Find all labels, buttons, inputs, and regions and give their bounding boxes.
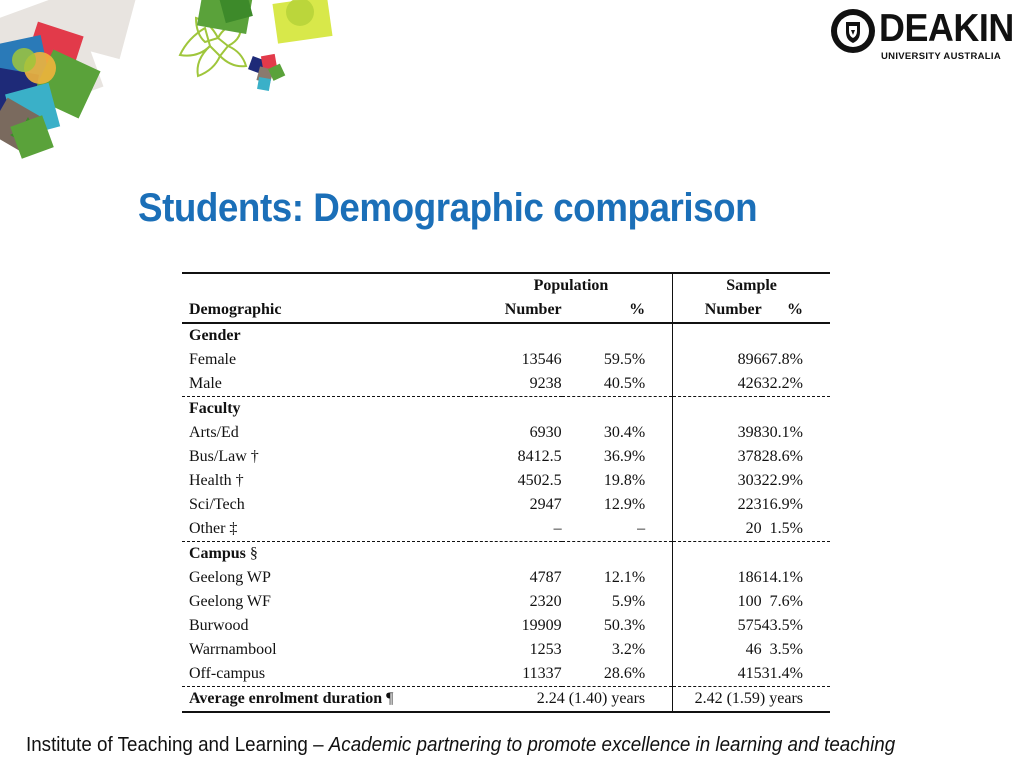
group-header-row [182,397,830,422]
table-row [182,590,830,614]
empty-cell [762,542,830,567]
pop-number-header: Number [470,298,562,323]
slide-footer [26,734,895,757]
sample-number: 575 [737,617,762,634]
row-label: Off-campus [189,665,266,682]
population-number: 2947 [529,496,562,513]
population-percent: 59.5% [562,348,673,372]
group-label [182,323,470,348]
group-header-row [182,542,830,567]
sample-header: Sample [673,273,830,298]
group-footnote-symbol: § [245,545,258,562]
logo-subtitle: UNIVERSITY AUSTRALIA [881,51,1002,62]
population-percent: 12.9% [562,493,673,517]
empty-cell [562,323,673,348]
sample-percent: 30.1% [761,424,803,441]
sample-number: 223 [737,496,762,513]
sample-percent: 16.9% [761,496,803,513]
group-label [182,397,470,422]
sample-number: 303 [737,472,762,489]
population-percent: 5.9% [562,590,673,614]
population-number: 4502.5 [517,472,562,489]
empty-cell [562,542,673,567]
logo-wordmark: DEAKIN [879,7,1014,50]
sample-number: 378 [737,448,762,465]
population-number: 11337 [522,665,562,682]
table-row [182,493,830,517]
sample-average-duration: 2.42 (1.59) years [673,687,830,713]
sample-percent: 32.2% [761,375,803,392]
sample-percent: 43.5% [761,617,803,634]
row-label: Other ‡ [189,520,238,537]
table-row [182,372,830,397]
row-label: Warrnambool [189,641,277,658]
average-duration-label [182,687,470,713]
row-label: Sci/Tech [189,496,245,513]
table-row [182,614,830,638]
population-number: 6930 [529,424,562,441]
average-duration-symbol: ¶ [382,690,394,707]
population-percent: 30.4% [562,421,673,445]
samp-number-header: Number [673,298,762,323]
sample-percent: 7.6% [769,593,803,610]
table-row [182,638,830,662]
empty-cell [673,542,762,567]
table-row [182,445,830,469]
population-number: 13546 [521,351,562,368]
row-label: Female [189,351,237,368]
population-number: 8412.5 [517,448,562,465]
table-row [182,348,830,372]
sample-number: 100 [737,593,762,610]
footer-institute: Institute of Teaching and Learning – [26,734,329,756]
population-number: 9238 [529,375,562,392]
population-number: 1253 [529,641,562,658]
population-average-duration: 2.24 (1.40) years [470,687,673,713]
sample-number: 186 [737,569,762,586]
sample-number: 46 [745,641,762,658]
sample-percent: 22.9% [761,472,803,489]
group-label-text: Campus [189,545,246,562]
empty-cell [470,323,562,348]
population-number: 19909 [521,617,562,634]
samp-percent-header: % [762,298,830,323]
empty-cell [762,323,830,348]
deakin-logo [830,6,1015,66]
row-label: Male [189,375,222,392]
table-body [182,323,830,712]
demographic-table [182,272,830,713]
empty-cell [673,323,762,348]
row-label: Arts/Ed [189,424,239,441]
empty-cell [562,397,673,422]
table-row [182,517,830,542]
table-row [182,421,830,445]
population-percent: – [562,517,673,542]
average-duration-row [182,687,830,713]
sample-percent: 14.1% [761,569,803,586]
sample-percent: 67.8% [761,351,803,368]
row-label: Burwood [189,617,249,634]
footer-tagline: Academic partnering to promote excellence in learning and teaching [328,734,896,756]
population-percent: 50.3% [562,614,673,638]
row-label: Health † [189,472,244,489]
population-number: 4787 [529,569,562,586]
row-label: Geelong WP [189,569,271,586]
average-duration-text: Average enrolment duration [189,690,383,707]
population-number: – [553,520,562,537]
sample-number: 896 [737,351,762,368]
population-header: Population [470,273,673,298]
sample-percent: 31.4% [761,665,803,682]
pop-percent-header: % [562,298,673,323]
table-row [182,662,830,687]
population-percent: 3.2% [562,638,673,662]
demographic-header: Demographic [182,298,470,323]
population-percent: 19.8% [562,469,673,493]
table-row [182,566,830,590]
population-percent: 28.6% [562,662,673,687]
sample-number: 426 [737,375,762,392]
row-label: Geelong WF [189,593,271,610]
sample-number: 398 [737,424,762,441]
empty-cell [470,542,562,567]
empty-cell [762,397,830,422]
population-number: 2320 [529,593,562,610]
sample-number: 415 [737,665,762,682]
slide-title: Students: Demographic comparison [138,186,758,230]
sample-number: 20 [745,520,762,537]
flower-pattern-icon [0,0,360,170]
sample-percent: 28.6% [761,448,803,465]
sample-percent: 3.5% [769,641,803,658]
group-header-row [182,323,830,348]
row-label: Bus/Law † [189,448,259,465]
group-label [182,542,470,567]
empty-cell [470,397,562,422]
crest-icon [830,8,876,54]
population-percent: 36.9% [562,445,673,469]
header-row-columns [182,298,830,323]
header-row-groups [182,273,830,298]
table-row [182,469,830,493]
sample-percent: 1.5% [769,520,803,537]
group-label-text: Faculty [189,400,241,417]
group-label-text: Gender [189,327,241,344]
population-percent: 12.1% [562,566,673,590]
population-percent: 40.5% [562,372,673,397]
empty-cell [673,397,762,422]
